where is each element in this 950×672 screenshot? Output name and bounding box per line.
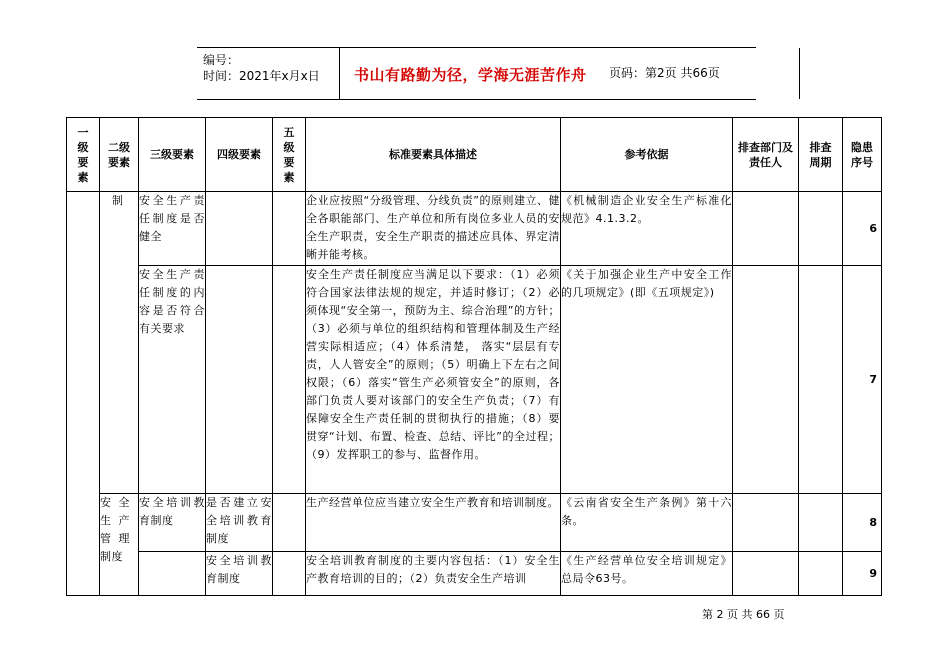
col-level4-header: 四级要素 — [206, 118, 273, 192]
hazard-no-cell: 7 — [843, 266, 882, 494]
description-cell: 企业应按照“分级管理、分线负责”的原则建立、健全各职能部门、生产单位和所有岗位多业人员的安全生产职责，安全生产职责的描述应具体、界定清晰并能考核。 — [306, 192, 561, 266]
page-footer: 第 2 页 共 66 页 — [702, 608, 785, 621]
motto-text: 书山有路勤为径，学海无涯苦作舟 — [354, 66, 587, 84]
cycle-cell — [799, 552, 843, 596]
col-reference-header: 参考依据 — [561, 118, 733, 192]
description-cell: 安全培训教育制度的主要内容包括：（1）安全生产教育培训的目的；（2）负责安全生产培训 — [306, 552, 561, 596]
reference-cell: 《机械制造企业安全生产标准化规范》4.1.3.2。 — [561, 192, 733, 266]
level5-cell — [273, 192, 306, 266]
hazard-no-cell: 6 — [843, 192, 882, 266]
reference-cell: 《生产经营单位安全培训规定》总局令63号。 — [561, 552, 733, 596]
level5-cell — [273, 494, 306, 552]
level5-cell — [273, 266, 306, 494]
dept-cell — [733, 192, 799, 266]
description-cell: 安全生产责任制度应当满足以下要求：（1）必须符合国家法律法规的规定，并适时修订；（2）必须体现“安全第一，预防为主、综合治理”的方针；（3）必须与单位的组织结构和管理体制及生产经营实际相适应；（4）体系清楚， 落实“层层有专责，人人管安全”的原则；（5）明确上下左右之间权限；（6）落实“管生产必须管安全”的原则，各部门负责人要对该部门的安全生产负责；（7）有保障安全生产责任制的贯彻执行的措施；（8）要贯穿“计划、布置、检查、总结、评比”的全过程；（9）发挥职工的参与、监督作用。 — [306, 266, 561, 494]
col-level3-header: 三级要素 — [139, 118, 206, 192]
level4-cell: 安全培训教育制度 — [206, 552, 273, 596]
hazard-no-cell: 8 — [843, 494, 882, 552]
reference-cell: 《云南省安全生产条例》第十六条。 — [561, 494, 733, 552]
level4-cell: 是否建立安全培训教育制度 — [206, 494, 273, 552]
level4-cell — [206, 192, 273, 266]
number-label: 编号： — [203, 53, 240, 67]
level2-cell: 制 — [100, 192, 139, 494]
col-description-header: 标准要素具体描述 — [306, 118, 561, 192]
table-row — [67, 192, 882, 266]
description-cell: 生产经营单位应当建立安全生产教育和培训制度。 — [306, 494, 561, 552]
col-hazard-no-header: 隐患序号 — [843, 118, 882, 192]
table-row — [67, 552, 882, 596]
cycle-cell — [799, 192, 843, 266]
page-info: 页码：第2页 共66页 — [609, 66, 720, 80]
level3-cell: 安全生产责任制度的内容是否符合有关要求 — [139, 266, 206, 494]
col-level2-header: 二级要素 — [100, 118, 139, 192]
level4-cell — [206, 266, 273, 494]
reference-cell: 《关于加强企业生产中安全工作的几项规定》(即《五项规定》) — [561, 266, 733, 494]
motto-cell — [339, 48, 800, 99]
hazard-inspection-table — [66, 117, 882, 596]
table-row — [67, 266, 882, 494]
cycle-cell — [799, 266, 843, 494]
level3-cell: 安全生产责任制度是否健全 — [139, 192, 206, 266]
time-label: 时间：2021年x月x日 — [203, 69, 320, 83]
hazard-no-cell: 9 — [843, 552, 882, 596]
cycle-cell — [799, 494, 843, 552]
col-level5-header: 五级要素 — [273, 118, 306, 192]
level5-cell — [273, 552, 306, 596]
dept-cell — [733, 494, 799, 552]
level3-cell — [139, 552, 206, 596]
document-header — [197, 47, 756, 100]
level1-cell — [67, 192, 100, 596]
table-header-row — [67, 118, 882, 192]
dept-cell — [733, 552, 799, 596]
header-meta — [197, 48, 339, 99]
level3-cell: 安全培训教育制度 — [139, 494, 206, 552]
col-dept-header: 排查部门及责任人 — [733, 118, 799, 192]
dept-cell — [733, 266, 799, 494]
col-cycle-header: 排查周期 — [799, 118, 843, 192]
table-row — [67, 494, 882, 552]
level2-cell: 安全生产管理制度 — [100, 494, 139, 596]
col-level1-header: 一级要素 — [67, 118, 100, 192]
